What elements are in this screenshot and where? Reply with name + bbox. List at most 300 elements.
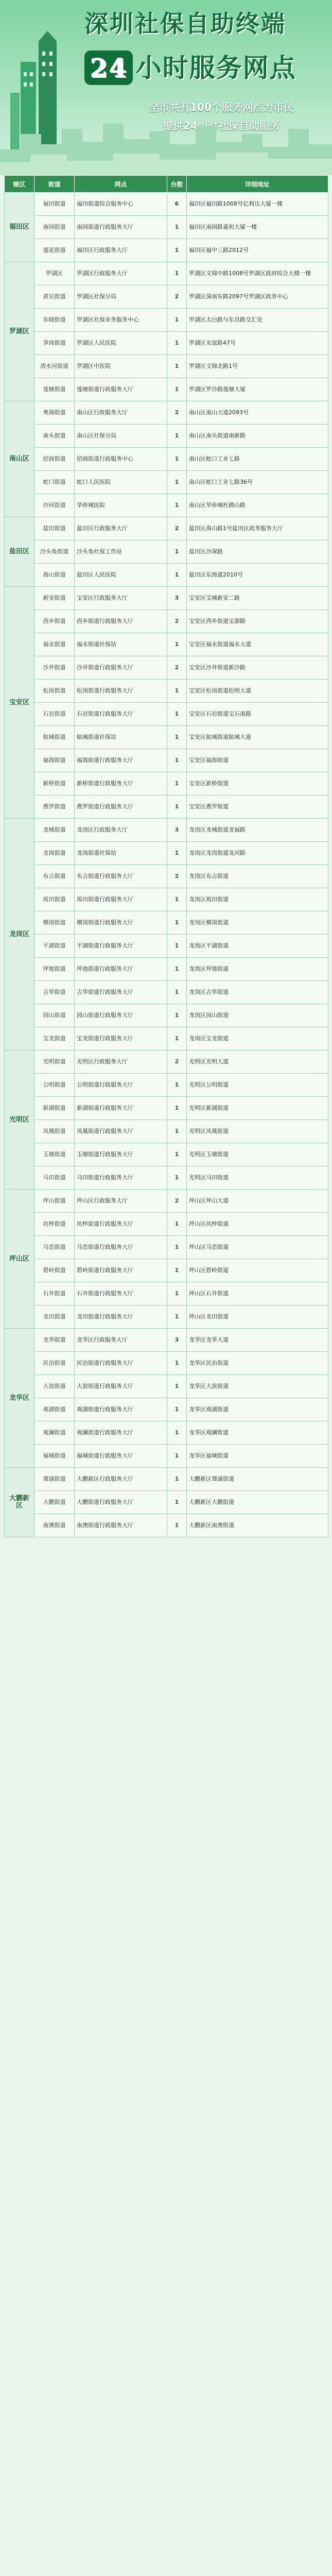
count-cell: 2 — [167, 656, 187, 680]
street-cell: 沙井街道 — [34, 656, 75, 680]
address-cell: 南山区蛇口工业七路36号 — [187, 471, 328, 494]
address-cell: 光明区新湖街道 — [187, 1097, 328, 1120]
service-point-cell: 罗湖区社保分局 — [75, 285, 167, 309]
address-cell: 盐田区海山路1号盐田区政务服务大厅 — [187, 517, 328, 540]
table-row — [5, 842, 328, 865]
address-cell: 罗湖区太白路与东昌路交汇处 — [187, 309, 328, 332]
service-point-cell: 坂田街道行政服务大厅 — [75, 888, 167, 911]
street-cell: 燕罗街道 — [34, 795, 75, 819]
table-row — [5, 1352, 328, 1375]
address-cell: 龙华区大浪街道 — [187, 1375, 328, 1398]
service-point-cell: 碧岭街道行政服务大厅 — [75, 1259, 167, 1282]
street-cell: 马田街道 — [34, 1166, 75, 1190]
address-cell: 龙岗区平湖街道 — [187, 935, 328, 958]
table-row — [5, 239, 328, 262]
count-cell: 3 — [167, 1329, 187, 1352]
table-row — [5, 1398, 328, 1421]
header-street: 街道 — [34, 176, 75, 193]
district-cell: 光明区 — [5, 1050, 34, 1190]
street-cell: 龙华街道 — [34, 1329, 75, 1352]
table-row — [5, 564, 328, 587]
district-cell: 坪山区 — [5, 1190, 34, 1329]
address-cell: 福田区福田路1008号亿利达大厦一楼 — [187, 193, 328, 216]
service-point-cell: 大浪街道行政服务大厅 — [75, 1375, 167, 1398]
table-row — [5, 1166, 328, 1190]
service-point-cell: 福永街道社保站 — [75, 633, 167, 656]
address-cell: 坪山区马峦街道 — [187, 1236, 328, 1259]
address-cell: 龙华区观湖街道 — [187, 1398, 328, 1421]
table-row — [5, 1514, 328, 1537]
table-row — [5, 1282, 328, 1306]
address-cell: 南山区南头街道南新路 — [187, 425, 328, 448]
service-point-cell: 石岩街道行政服务大厅 — [75, 703, 167, 726]
district-cell: 大鹏新区 — [5, 1468, 34, 1537]
count-cell: 1 — [167, 564, 187, 587]
address-cell: 福田区福中三路2012号 — [187, 239, 328, 262]
address-cell: 龙华区观澜街道 — [187, 1421, 328, 1445]
district-cell: 龙华区 — [5, 1329, 34, 1468]
table-row — [5, 1027, 328, 1050]
street-cell: 莲塘街道 — [34, 378, 75, 401]
service-point-cell: 沙头角社保工作站 — [75, 540, 167, 564]
hours-badge: 24 — [84, 50, 133, 85]
service-point-cell: 横岗街道行政服务大厅 — [75, 911, 167, 935]
service-point-cell: 福田街道综合服务中心 — [75, 193, 167, 216]
street-cell: 大鹏街道 — [34, 1491, 75, 1514]
address-cell: 坪山区碧岭街道 — [187, 1259, 328, 1282]
count-cell: 1 — [167, 1468, 187, 1491]
district-cell: 盐田区 — [5, 517, 34, 587]
address-cell: 龙岗区龙城街道龙福路 — [187, 819, 328, 842]
service-point-cell: 西乡街道行政服务大厅 — [75, 610, 167, 633]
address-cell: 龙华区龙华大道 — [187, 1329, 328, 1352]
street-cell: 松岗街道 — [34, 680, 75, 703]
street-cell: 海山街道 — [34, 564, 75, 587]
table-row — [5, 1190, 328, 1213]
address-cell: 大鹏新区南澳街道 — [187, 1514, 328, 1537]
service-point-cell: 罗湖区行政服务大厅 — [75, 262, 167, 285]
service-point-cell: 凤凰街道行政服务大厅 — [75, 1120, 167, 1143]
service-point-cell: 罗湖区社保业务服务中心 — [75, 309, 167, 332]
address-cell: 光明区凤凰街道 — [187, 1120, 328, 1143]
table-row — [5, 193, 328, 216]
table-header-row — [5, 176, 328, 193]
count-cell: 1 — [167, 1491, 187, 1514]
table-row — [5, 425, 328, 448]
count-cell: 1 — [167, 1097, 187, 1120]
count-cell: 1 — [167, 1027, 187, 1050]
address-cell: 宝安区燕罗街道 — [187, 795, 328, 819]
service-point-cell: 盐田区人民医院 — [75, 564, 167, 587]
service-point-cell: 南山区行政服务大厅 — [75, 401, 167, 425]
street-cell: 坪山街道 — [34, 1190, 75, 1213]
count-cell: 1 — [167, 540, 187, 564]
table-row — [5, 680, 328, 703]
count-cell: 2 — [167, 1050, 187, 1074]
count-cell: 1 — [167, 1421, 187, 1445]
service-point-cell: 坪山区行政服务大厅 — [75, 1190, 167, 1213]
header-banner — [0, 0, 332, 175]
street-cell: 横岗街道 — [34, 911, 75, 935]
street-cell: 坪地街道 — [34, 958, 75, 981]
street-cell: 坂田街道 — [34, 888, 75, 911]
address-cell: 龙岗区吉华街道 — [187, 981, 328, 1004]
count-cell: 2 — [167, 1190, 187, 1213]
district-cell: 龙岗区 — [5, 819, 34, 1050]
service-point-cell: 燕罗街道行政服务大厅 — [75, 795, 167, 819]
count-cell: 1 — [167, 911, 187, 935]
table-row — [5, 448, 328, 471]
count-cell: 1 — [167, 1074, 187, 1097]
table-row — [5, 749, 328, 772]
service-points-table — [4, 175, 328, 1537]
count-cell: 3 — [167, 587, 187, 610]
address-cell: 宝安区福永街道福永大道 — [187, 633, 328, 656]
street-cell: 宝龙街道 — [34, 1027, 75, 1050]
street-cell: 航城街道 — [34, 726, 75, 749]
street-cell: 蛇口街道 — [34, 471, 75, 494]
table-row — [5, 1143, 328, 1166]
service-point-cell: 沙井街道行政服务大厅 — [75, 656, 167, 680]
service-point-cell: 新湖街道行政服务大厅 — [75, 1097, 167, 1120]
address-cell: 盐田区东海道2010号 — [187, 564, 328, 587]
street-cell: 玉塘街道 — [34, 1143, 75, 1166]
street-cell: 观湖街道 — [34, 1398, 75, 1421]
subtitle-line-1: 全市共有100个服务网点为市民 — [149, 101, 294, 113]
street-cell: 福城街道 — [34, 1445, 75, 1468]
address-cell: 宝安区沙井街道新沙路 — [187, 656, 328, 680]
address-cell: 龙华区福城街道 — [187, 1445, 328, 1468]
address-cell: 龙岗区坪地街道 — [187, 958, 328, 981]
address-cell: 南山区南山大道2093号 — [187, 401, 328, 425]
service-point-cell: 光明区行政服务大厅 — [75, 1050, 167, 1074]
street-cell: 葵涌街道 — [34, 1468, 75, 1491]
count-cell: 1 — [167, 425, 187, 448]
table-row — [5, 1491, 328, 1514]
service-point-cell: 坑梓街道行政服务大厅 — [75, 1213, 167, 1236]
street-cell: 碧岭街道 — [34, 1259, 75, 1282]
service-point-cell: 蛇口人民医院 — [75, 471, 167, 494]
service-point-cell: 华侨城医院 — [75, 494, 167, 517]
district-cell: 福田区 — [5, 193, 34, 262]
count-cell: 1 — [167, 981, 187, 1004]
address-cell: 大鹏新区大鹏街道 — [187, 1491, 328, 1514]
header-address: 详细地址 — [187, 176, 328, 193]
street-cell: 园山街道 — [34, 1004, 75, 1027]
count-cell: 1 — [167, 309, 187, 332]
service-point-cell: 松岗街道行政服务大厅 — [75, 680, 167, 703]
count-cell: 1 — [167, 633, 187, 656]
table-row — [5, 517, 328, 540]
count-cell: 1 — [167, 958, 187, 981]
table-row — [5, 1445, 328, 1468]
count-cell: 1 — [167, 935, 187, 958]
count-cell: 2 — [167, 401, 187, 425]
table-row — [5, 1329, 328, 1352]
address-cell: 宝安区西乡街道宝源路 — [187, 610, 328, 633]
street-cell: 新桥街道 — [34, 772, 75, 795]
table-row — [5, 865, 328, 888]
street-cell: 石井街道 — [34, 1282, 75, 1306]
table-row — [5, 772, 328, 795]
table-row — [5, 1236, 328, 1259]
count-cell: 1 — [167, 1306, 187, 1329]
table-row — [5, 1074, 328, 1097]
service-point-cell: 龙田街道行政服务大厅 — [75, 1306, 167, 1329]
address-cell: 大鹏新区葵涌街道 — [187, 1468, 328, 1491]
street-cell: 莲花街道 — [34, 239, 75, 262]
count-cell: 1 — [167, 216, 187, 239]
service-point-cell: 公明街道行政服务大厅 — [75, 1074, 167, 1097]
count-cell: 1 — [167, 1213, 187, 1236]
service-point-cell: 马田街道行政服务大厅 — [75, 1166, 167, 1190]
address-cell: 宝安区宝城新安二路 — [187, 587, 328, 610]
table-wrapper — [0, 175, 332, 1544]
service-point-cell: 平湖街道行政服务大厅 — [75, 935, 167, 958]
table-row — [5, 1306, 328, 1329]
table-row — [5, 494, 328, 517]
address-cell: 坪山区石井街道 — [187, 1282, 328, 1306]
street-cell: 南头街道 — [34, 425, 75, 448]
table-row — [5, 285, 328, 309]
address-cell: 宝安区石岩街道宝石南路 — [187, 703, 328, 726]
table-row — [5, 888, 328, 911]
count-cell: 2 — [167, 285, 187, 309]
service-point-cell: 民治街道行政服务大厅 — [75, 1352, 167, 1375]
city-skyline — [0, 113, 332, 175]
address-cell: 光明区玉塘街道 — [187, 1143, 328, 1166]
count-cell: 1 — [167, 448, 187, 471]
service-point-cell: 龙华区行政服务大厅 — [75, 1329, 167, 1352]
address-cell: 宝安区新桥街道 — [187, 772, 328, 795]
service-point-cell: 罗湖区人民医院 — [75, 332, 167, 355]
table-row — [5, 216, 328, 239]
street-cell: 清水河街道 — [34, 355, 75, 378]
street-cell: 福海街道 — [34, 749, 75, 772]
table-row — [5, 540, 328, 564]
address-cell: 罗湖区深南东路2097号罗湖区政务中心 — [187, 285, 328, 309]
count-cell: 1 — [167, 680, 187, 703]
table-row — [5, 958, 328, 981]
count-cell: 1 — [167, 378, 187, 401]
address-cell: 龙岗区横岗街道 — [187, 911, 328, 935]
street-cell: 凤凰街道 — [34, 1120, 75, 1143]
address-cell: 罗湖区文锦中路1008号罗湖区政府综合大楼一楼 — [187, 262, 328, 285]
count-cell: 1 — [167, 332, 187, 355]
address-cell: 光明区马田街道 — [187, 1166, 328, 1190]
street-cell: 新安街道 — [34, 587, 75, 610]
service-point-cell: 龙岗街道社保站 — [75, 842, 167, 865]
street-cell: 石岩街道 — [34, 703, 75, 726]
table-row — [5, 633, 328, 656]
street-cell: 黄贝街道 — [34, 285, 75, 309]
district-cell: 罗湖区 — [5, 262, 34, 401]
table-row — [5, 610, 328, 633]
service-point-cell: 福城街道行政服务大厅 — [75, 1445, 167, 1468]
table-row — [5, 1097, 328, 1120]
street-cell: 光明街道 — [34, 1050, 75, 1074]
count-cell: 1 — [167, 471, 187, 494]
service-point-cell: 大鹏街道行政服务大厅 — [75, 1491, 167, 1514]
table-row — [5, 1375, 328, 1398]
count-cell: 2 — [167, 865, 187, 888]
count-cell: 1 — [167, 842, 187, 865]
table-row — [5, 819, 328, 842]
service-point-cell: 马峦街道行政服务大厅 — [75, 1236, 167, 1259]
header-count: 台数 — [167, 176, 187, 193]
street-cell: 观澜街道 — [34, 1421, 75, 1445]
address-cell: 坪山区坑梓街道 — [187, 1213, 328, 1236]
street-cell: 龙岗街道 — [34, 842, 75, 865]
address-cell: 南山区华侨城杜鹃山路 — [187, 494, 328, 517]
table-row — [5, 726, 328, 749]
address-cell: 龙岗区坂田街道 — [187, 888, 328, 911]
subtitle-line-2: 提供24小时社保自助服务 — [163, 120, 280, 132]
count-cell: 3 — [167, 819, 187, 842]
address-cell: 宝安区福海街道 — [187, 749, 328, 772]
service-point-cell: 航城街道社保站 — [75, 726, 167, 749]
address-cell: 龙岗区龙岗街道龙河路 — [187, 842, 328, 865]
table-row — [5, 1259, 328, 1282]
address-cell: 光明区光明大道 — [187, 1050, 328, 1074]
header-point: 网点 — [75, 176, 167, 193]
table-row — [5, 1004, 328, 1027]
district-cell: 南山区 — [5, 401, 34, 517]
count-cell: 1 — [167, 795, 187, 819]
street-cell: 福永街道 — [34, 633, 75, 656]
count-cell: 1 — [167, 262, 187, 285]
address-cell: 宝安区航城街道航城大道 — [187, 726, 328, 749]
table-row — [5, 911, 328, 935]
banner-title-line2 — [62, 47, 319, 85]
address-cell: 宝安区松岗街道松明大道 — [187, 680, 328, 703]
service-point-cell: 南山区社保分局 — [75, 425, 167, 448]
count-cell: 1 — [167, 1143, 187, 1166]
service-point-cell: 招商街道行政服务中心 — [75, 448, 167, 471]
address-cell: 罗湖区罗沙路莲塘大厦 — [187, 378, 328, 401]
street-cell: 罗湖区 — [34, 262, 75, 285]
address-cell: 龙岗区宝龙街道 — [187, 1027, 328, 1050]
service-point-cell: 玉塘街道行政服务大厅 — [75, 1143, 167, 1166]
address-cell: 龙岗区园山街道 — [187, 1004, 328, 1027]
street-cell: 公明街道 — [34, 1074, 75, 1097]
service-point-cell: 盐田区行政服务大厅 — [75, 517, 167, 540]
table-row — [5, 1120, 328, 1143]
count-cell: 1 — [167, 239, 187, 262]
table-row — [5, 1213, 328, 1236]
service-point-cell: 宝龙街道行政服务大厅 — [75, 1027, 167, 1050]
table-row — [5, 262, 328, 285]
count-cell: 1 — [167, 1445, 187, 1468]
service-point-cell: 宝安区行政服务大厅 — [75, 587, 167, 610]
street-cell: 平湖街道 — [34, 935, 75, 958]
street-cell: 南园街道 — [34, 216, 75, 239]
count-cell: 1 — [167, 726, 187, 749]
banner-title: 深圳社保自助终端 — [84, 10, 286, 38]
street-cell: 大浪街道 — [34, 1375, 75, 1398]
street-cell: 吉华街道 — [34, 981, 75, 1004]
street-cell: 粤海街道 — [34, 401, 75, 425]
street-cell: 南澳街道 — [34, 1514, 75, 1537]
service-point-cell: 园山街道行政服务大厅 — [75, 1004, 167, 1027]
count-cell: 1 — [167, 1375, 187, 1398]
count-cell: 1 — [167, 1004, 187, 1027]
table-row — [5, 1050, 328, 1074]
service-point-cell: 坪地街道行政服务大厅 — [75, 958, 167, 981]
service-point-cell: 福田区行政服务大厅 — [75, 239, 167, 262]
count-cell: 1 — [167, 1166, 187, 1190]
count-cell: 1 — [167, 494, 187, 517]
count-cell: 1 — [167, 1398, 187, 1421]
count-cell: 1 — [167, 1282, 187, 1306]
street-cell: 龙田街道 — [34, 1306, 75, 1329]
street-cell: 西乡街道 — [34, 610, 75, 633]
count-cell: 2 — [167, 517, 187, 540]
street-cell: 坑梓街道 — [34, 1213, 75, 1236]
street-cell: 马峦街道 — [34, 1236, 75, 1259]
table-row — [5, 795, 328, 819]
table-row — [5, 378, 328, 401]
street-cell: 民治街道 — [34, 1352, 75, 1375]
count-cell: 1 — [167, 772, 187, 795]
header-district: 辖区 — [5, 176, 34, 193]
count-cell: 2 — [167, 610, 187, 633]
street-cell: 布吉街道 — [34, 865, 75, 888]
table-row — [5, 401, 328, 425]
count-cell: 1 — [167, 1236, 187, 1259]
service-point-cell: 莲塘街道行政服务大厅 — [75, 378, 167, 401]
street-cell: 福田街道 — [34, 193, 75, 216]
table-body — [5, 193, 328, 1537]
service-point-cell: 布吉街道行政服务大厅 — [75, 865, 167, 888]
address-cell: 罗湖区文锦北路1号 — [187, 355, 328, 378]
street-cell: 新湖街道 — [34, 1097, 75, 1120]
service-point-cell: 大鹏新区行政服务大厅 — [75, 1468, 167, 1491]
street-cell: 笋岗街道 — [34, 332, 75, 355]
service-point-cell: 南澳街道行政服务大厅 — [75, 1514, 167, 1537]
address-cell: 光明区公明街道 — [187, 1074, 328, 1097]
address-cell: 坪山区龙田街道 — [187, 1306, 328, 1329]
count-cell: 1 — [167, 749, 187, 772]
street-cell: 招商街道 — [34, 448, 75, 471]
service-point-cell: 南园街道行政服务大厅 — [75, 216, 167, 239]
banner-title-line2-text: 小时服务网点 — [135, 53, 296, 83]
count-cell: 1 — [167, 703, 187, 726]
address-cell: 坪山区坪山大道 — [187, 1190, 328, 1213]
table-row — [5, 935, 328, 958]
service-point-cell: 观澜街道行政服务大厅 — [75, 1421, 167, 1445]
street-cell: 沙头角街道 — [34, 540, 75, 564]
table-row — [5, 332, 328, 355]
count-cell: 1 — [167, 1514, 187, 1537]
street-cell: 龙城街道 — [34, 819, 75, 842]
count-cell: 1 — [167, 355, 187, 378]
count-cell: 1 — [167, 888, 187, 911]
address-cell: 龙华区民治街道 — [187, 1352, 328, 1375]
address-cell: 盐田区沙深路 — [187, 540, 328, 564]
service-point-cell: 新桥街道行政服务大厅 — [75, 772, 167, 795]
count-cell: 6 — [167, 193, 187, 216]
count-cell: 1 — [167, 1120, 187, 1143]
table-row — [5, 309, 328, 332]
district-cell: 宝安区 — [5, 587, 34, 819]
service-point-cell: 石井街道行政服务大厅 — [75, 1282, 167, 1306]
service-point-cell: 龙岗区行政服务大厅 — [75, 819, 167, 842]
table-row — [5, 587, 328, 610]
count-cell: 1 — [167, 1259, 187, 1282]
address-cell: 罗湖区友谊路47号 — [187, 332, 328, 355]
table-row — [5, 981, 328, 1004]
